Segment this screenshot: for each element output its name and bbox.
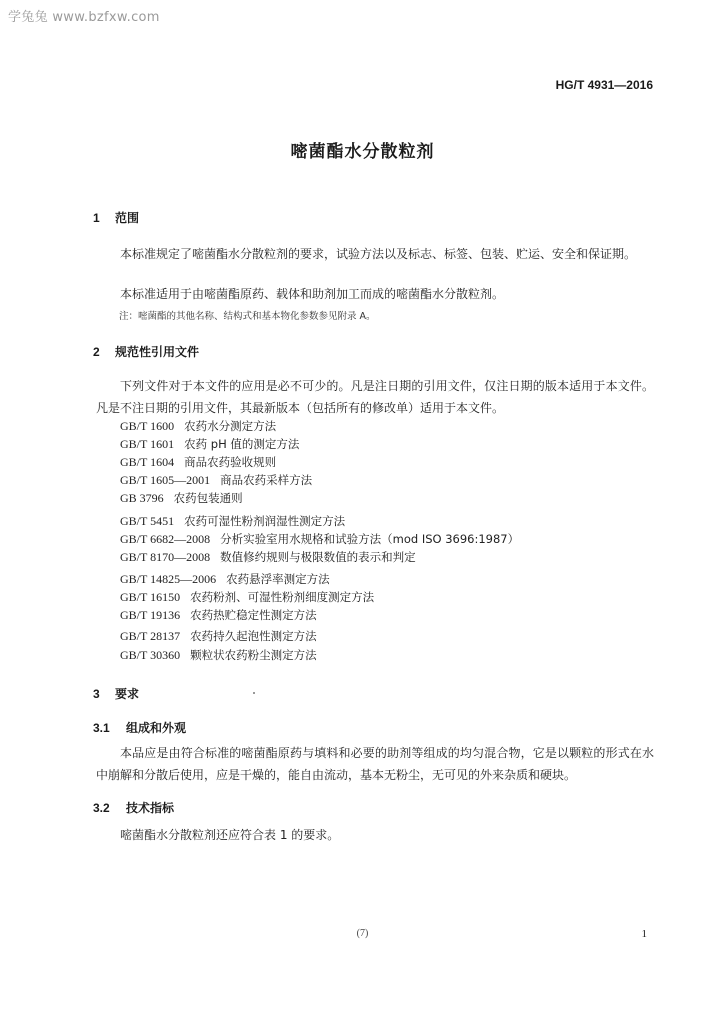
reference-name: 分析实验室用水规格和试验方法（mod ISO 3696:1987） — [220, 532, 520, 546]
section-3-1-paragraph: 本品应是由符合标准的嘧菌酯原药与填料和必要的助剂等组成的均匀混合物，它是以颗粒的形式在水中崩解和分散后使用，应是干燥的，能自由流动，基本无粉尘，无可见的外来杂质和硬块。 — [96, 746, 654, 782]
reference-name: 农药粉剂、可湿性粉剂细度测定方法 — [190, 590, 375, 604]
section-2-paragraph: 下列文件对于本文件的应用是必不可少的。凡是注日期的引用文件，仅注日期的版本适用于本文件。凡是不注日期的引用文件，其最新版本（包括所有的修改单）适用于本文件。 — [96, 379, 654, 415]
reference-name: 数值修约规则与极限数值的表示和判定 — [220, 550, 416, 564]
section-3-1-heading — [93, 719, 186, 736]
reference-item — [120, 531, 519, 547]
section-3-2-number: 3.2 — [93, 801, 110, 815]
section-2-title: 规范性引用文件 — [115, 345, 200, 359]
reference-name: 农药 pH 值的测定方法 — [184, 437, 300, 451]
document-title: 嘧菌酯水分散粒剂 — [290, 142, 435, 162]
section-3-title: 要求 — [115, 687, 140, 701]
section-2-heading — [93, 343, 199, 360]
reference-code: GB/T 1600 — [120, 419, 175, 433]
section-1-title: 范围 — [115, 211, 140, 225]
section-3-2-heading — [93, 799, 174, 816]
reference-item — [120, 647, 317, 663]
reference-code: GB/T 16150 — [120, 590, 181, 604]
reference-item — [120, 513, 345, 529]
watermark: 学兔兔 www.bzfxw.com — [8, 10, 160, 25]
reference-item — [120, 549, 416, 565]
section-3-heading — [93, 685, 139, 702]
reference-name: 农药包装通则 — [173, 491, 243, 505]
reference-code: GB/T 1604 — [120, 455, 175, 469]
standard-code: HG/T 4931—2016 — [555, 78, 653, 92]
reference-code: GB/T 28137 — [120, 629, 181, 643]
reference-name: 农药悬浮率测定方法 — [226, 572, 330, 586]
section-3-2-paragraph: 嘧菌酯水分散粒剂还应符合表 1 的要求。 — [120, 828, 340, 842]
reference-code: GB/T 5451 — [120, 514, 175, 528]
reference-name: 颗粒状农药粉尘测定方法 — [190, 648, 317, 662]
reference-item — [120, 628, 317, 644]
footer-code: (7) — [356, 928, 369, 939]
section-3-1-title: 组成和外观 — [126, 721, 187, 735]
reference-item — [120, 571, 330, 587]
reference-name: 商品农药验收规则 — [184, 455, 277, 469]
section-3-number: 3 — [93, 687, 100, 701]
reference-name: 农药持久起泡性测定方法 — [190, 629, 317, 643]
reference-item — [120, 607, 317, 623]
section-1-heading — [93, 209, 139, 226]
reference-code: GB/T 14825—2006 — [120, 572, 217, 586]
reference-item — [120, 454, 276, 470]
section-3-1-number: 3.1 — [93, 721, 110, 735]
reference-code: GB/T 1601 — [120, 437, 175, 451]
section-3-2-title: 技术指标 — [126, 801, 175, 815]
reference-code: GB 3796 — [120, 491, 164, 505]
section-1-number: 1 — [93, 211, 100, 225]
reference-code: GB/T 6682—2008 — [120, 532, 211, 546]
reference-item — [120, 589, 374, 605]
reference-item — [120, 436, 299, 452]
page-number: 1 — [641, 928, 647, 940]
reference-name: 商品农药采样方法 — [220, 473, 313, 487]
section-1-paragraph-2: 本标准适用于由嘧菌酯原药、载体和助剂加工而成的嘧菌酯水分散粒剂。 — [120, 287, 505, 301]
reference-name: 农药热贮稳定性测定方法 — [190, 608, 317, 622]
reference-name: 农药水分测定方法 — [184, 419, 277, 433]
reference-name: 农药可湿性粉剂润湿性测定方法 — [184, 514, 346, 528]
section-1-note: 注：嘧菌酯的其他名称、结构式和基本物化参数参见附录 A。 — [119, 311, 376, 322]
reference-code: GB/T 30360 — [120, 648, 181, 662]
reference-item — [120, 490, 243, 506]
reference-item — [120, 418, 276, 434]
section-1-paragraph-1: 本标准规定了嘧菌酯水分散粒剂的要求，试验方法以及标志、标签、包装、贮运、安全和保证期。 — [120, 247, 637, 261]
section-2-number: 2 — [93, 345, 100, 359]
reference-item — [120, 472, 312, 488]
scan-speck — [253, 692, 255, 694]
reference-code: GB/T 19136 — [120, 608, 181, 622]
reference-code: GB/T 1605—2001 — [120, 473, 211, 487]
reference-code: GB/T 8170—2008 — [120, 550, 211, 564]
